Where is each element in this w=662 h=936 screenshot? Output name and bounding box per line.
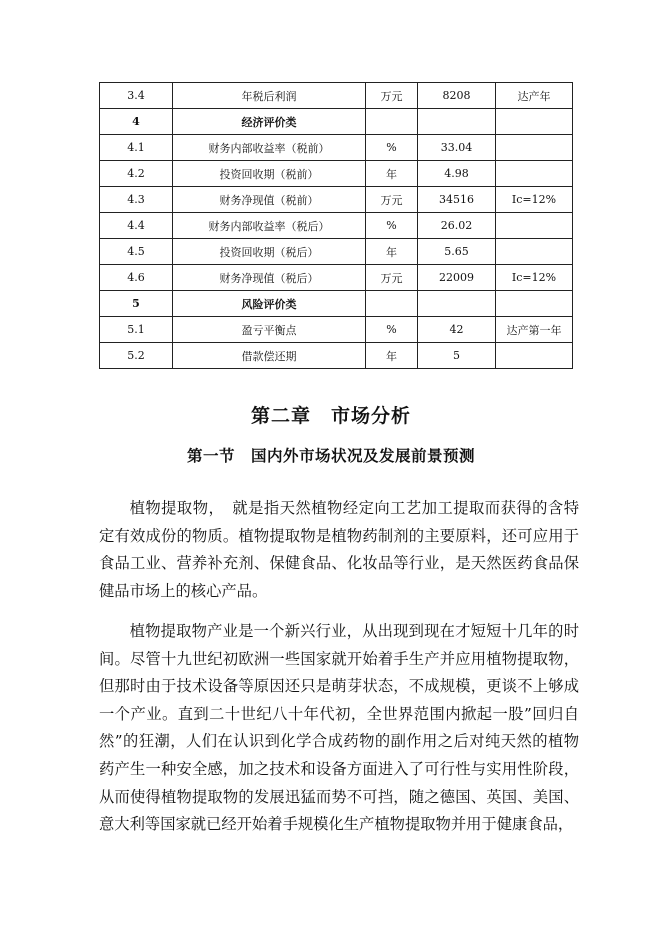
- note-cell: 达产第一年: [496, 317, 573, 343]
- item-name-cell: 投资回收期（税前）: [173, 161, 366, 187]
- value-cell: 5.65: [418, 239, 496, 265]
- value-cell: 33.04: [418, 135, 496, 161]
- unit-cell: 万元: [366, 265, 418, 291]
- unit-cell: [366, 291, 418, 317]
- item-name-cell: 年税后利润: [173, 83, 366, 109]
- value-cell: 8208: [418, 83, 496, 109]
- note-cell: Ic=12%: [496, 187, 573, 213]
- note-cell: [496, 291, 573, 317]
- unit-cell: 年: [366, 239, 418, 265]
- row-number-cell: 4.4: [100, 213, 173, 239]
- item-name-cell: 财务内部收益率（税后）: [173, 213, 366, 239]
- note-cell: Ic=12%: [496, 265, 573, 291]
- item-name-cell: 经济评价类: [173, 109, 366, 135]
- indicator-table: [99, 82, 573, 369]
- item-name-cell: 投资回收期（税后）: [173, 239, 366, 265]
- item-name-cell: 盈亏平衡点: [173, 317, 366, 343]
- table-row: [100, 213, 573, 239]
- item-name-cell: 借款偿还期: [173, 343, 366, 369]
- value-cell: 22009: [418, 265, 496, 291]
- table-row: [100, 187, 573, 213]
- unit-cell: 年: [366, 343, 418, 369]
- value-cell: 4.98: [418, 161, 496, 187]
- value-cell: [418, 291, 496, 317]
- unit-cell: [366, 109, 418, 135]
- item-name-cell: 财务内部收益率（税前）: [173, 135, 366, 161]
- value-cell: 5: [418, 343, 496, 369]
- row-number-cell: 4.1: [100, 135, 173, 161]
- table-row: [100, 135, 573, 161]
- value-cell: [418, 109, 496, 135]
- unit-cell: 万元: [366, 83, 418, 109]
- note-cell: [496, 161, 573, 187]
- row-number-cell: 4: [100, 109, 173, 135]
- value-cell: 34516: [418, 187, 496, 213]
- item-name-cell: 财务净现值（税后）: [173, 265, 366, 291]
- value-cell: 42: [418, 317, 496, 343]
- unit-cell: 年: [366, 161, 418, 187]
- row-number-cell: 4.3: [100, 187, 173, 213]
- unit-cell: %: [366, 213, 418, 239]
- indicator-table-body: [100, 83, 573, 369]
- table-row: [100, 161, 573, 187]
- note-cell: 达产年: [496, 83, 573, 109]
- row-number-cell: 4.2: [100, 161, 173, 187]
- note-cell: [496, 343, 573, 369]
- row-number-cell: 5: [100, 291, 173, 317]
- row-number-cell: 4.5: [100, 239, 173, 265]
- note-cell: [496, 109, 573, 135]
- unit-cell: %: [366, 135, 418, 161]
- table-row: [100, 317, 573, 343]
- note-cell: [496, 239, 573, 265]
- section-row: [100, 291, 573, 317]
- item-name-cell: 财务净现值（税前）: [173, 187, 366, 213]
- table-row: [100, 83, 573, 109]
- row-number-cell: 4.6: [100, 265, 173, 291]
- paragraph: 植物提取物， 就是指天然植物经定向工艺加工提取而获得的含特定有效成份的物质。植物提取物是植物药制剂的主要原料，还可应用于食品工业、营养补充剂、保健食品、化妆品等行业，是天然医药食品保健品市场上的核心产品。: [99, 499, 579, 600]
- row-number-cell: 5.1: [100, 317, 173, 343]
- section-row: [100, 109, 573, 135]
- unit-cell: %: [366, 317, 418, 343]
- table-row: [100, 265, 573, 291]
- item-name-cell: 风险评价类: [173, 291, 366, 317]
- unit-cell: 万元: [366, 187, 418, 213]
- table-row: [100, 239, 573, 265]
- value-cell: 26.02: [418, 213, 496, 239]
- row-number-cell: 5.2: [100, 343, 173, 369]
- row-number-cell: 3.4: [100, 83, 173, 109]
- chapter-title: 第二章 市场分析: [250, 405, 411, 427]
- paragraph: 植物提取物产业是一个新兴行业，从出现到现在才短短十几年的时间。尽管十九世纪初欧洲一些国家就开始着手生产并应用植物提取物，但那时由于技术设备等原因还只是萌芽状态，不成规模，更谈不上够成一个产业。直到二十世纪八十年代初，全世界范围内掀起一股”回归自然”的狂潮，人们在认识到化学合成药物的副作用之后对纯天然的植物药产生一种安全感，加之技术和设备方面进入了可行性与实用性阶段，从而使得植物提取物的发展迅猛而势不可挡，随之德国、英国、美国、意大利等国家就已经开始着手规模化生产植物提取物并用于健康食品，: [99, 622, 579, 834]
- table-row: [100, 343, 573, 369]
- note-cell: [496, 135, 573, 161]
- note-cell: [496, 213, 573, 239]
- section-title: 第一节 国内外市场状况及发展前景预测: [186, 446, 475, 465]
